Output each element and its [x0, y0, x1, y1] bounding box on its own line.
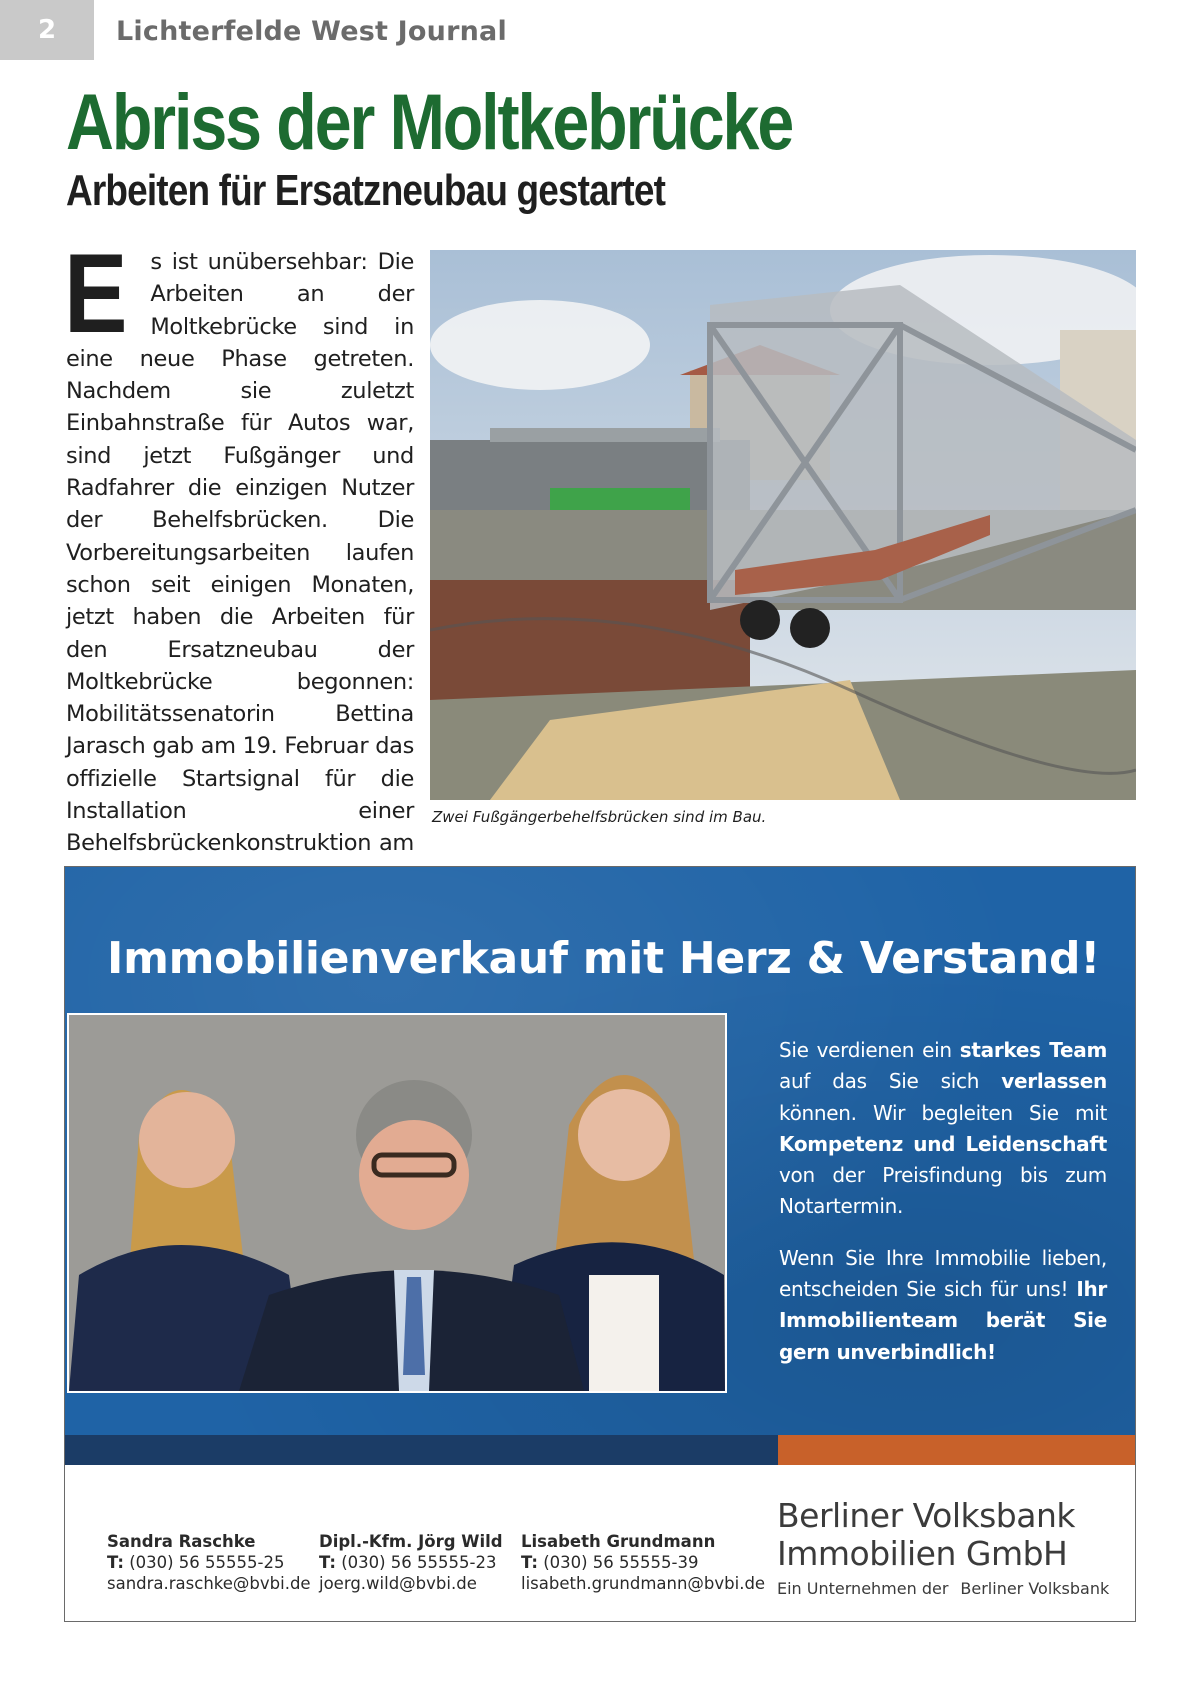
team-portrait-image: [69, 1015, 725, 1391]
ad-paragraph-2: [779, 1243, 1107, 1368]
brand-line-1: Berliner Volksbank: [777, 1496, 1075, 1535]
phone-prefix: T:: [319, 1553, 336, 1572]
photo-caption: Zwei Fußgängerbehelfsbrücken sind im Bau.: [432, 808, 767, 826]
article-headline: Abriss der Moltkebrücke: [66, 77, 793, 166]
brand-block: [777, 1496, 1110, 1598]
ad-text: Wenn Sie Ihre Immobilie lieben, entscheiden Sie sich für uns!: [779, 1245, 1107, 1302]
brand-tagline-bank: Berliner Volksbank: [960, 1579, 1110, 1598]
phone-prefix: T:: [521, 1553, 538, 1572]
ad-highlight: starkes Team: [959, 1038, 1107, 1062]
ad-text: auf das Sie sich: [779, 1069, 1002, 1094]
article-subheadline: Arbeiten für Ersatzneubau gestartet: [66, 166, 666, 215]
article-dropcap: E: [64, 231, 128, 356]
contact-name: Dipl.-Kfm. Jörg Wild: [319, 1532, 503, 1551]
journal-title: Lichterfelde West Journal: [116, 16, 507, 47]
team-photo: [67, 1013, 727, 1393]
phone-number: (030) 56 55555-39: [537, 1553, 699, 1572]
ad-copy: [779, 1035, 1107, 1388]
contact-phone: [107, 1552, 311, 1573]
contact-email[interactable]: joerg.wild@bvbi.de: [319, 1574, 477, 1593]
page-number: 2: [0, 0, 94, 60]
ad-text: können. Wir begleiten Sie mit: [779, 1100, 1107, 1125]
ad-highlight: verlassen: [1001, 1069, 1107, 1094]
contact-email[interactable]: sandra.raschke@bvbi.de: [107, 1574, 311, 1593]
ad-highlight: Kompetenz und Leidenschaft: [779, 1131, 1107, 1156]
article-photo: [430, 250, 1136, 800]
contact-email[interactable]: lisabeth.grundmann@bvbi.de: [521, 1574, 766, 1593]
ad-paragraph-1: [779, 1035, 1107, 1223]
contact-name: Lisabeth Grundmann: [521, 1532, 716, 1551]
ad-strip-orange: [778, 1435, 1135, 1465]
ad-highlight: Ihr Immobilienteam berät Sie gern unverbindlich!: [779, 1277, 1107, 1364]
phone-prefix: T:: [107, 1553, 124, 1572]
contact-name: Sandra Raschke: [107, 1532, 256, 1551]
article-body: [64, 231, 414, 924]
contact-phone: [319, 1552, 503, 1573]
advertisement: [64, 866, 1136, 1622]
ad-text: von der Preisfindung bis zum Notartermin.: [779, 1163, 1107, 1219]
contact-phone: [521, 1552, 765, 1573]
article-body-text: s ist unübersehbar: Die Arbeiten an der Moltkebrücke sind in eine neue Phase getreten. Nachdem sie zuletzt Einbahnstraße für Autos war, sind jetzt Fußgänger und Radfahrer die einzigen Nutzer der Behelfsbrücken. Die Vorbereitungsarbeiten laufen schon seit einigen Monaten, jetzt haben die Arbeiten für den Ersatzneubau der Moltkebrücke begonnen: Mobilitätssenatorin Bettina Jarasch gab am 19. Februar das offizielle Startsignal für die Installation einer Behelfsbrückenkonstruktion am: [66, 249, 414, 857]
phone-number: (030) 56 55555-25: [123, 1553, 285, 1572]
brand-tagline-prefix: Ein Unternehmen der: [777, 1579, 949, 1598]
ad-headline: Immobilienverkauf mit Herz & Verstand!: [107, 933, 1101, 984]
bridge-construction-photo: [430, 250, 1136, 800]
contact-card: [319, 1531, 503, 1594]
ad-text: Sie verdienen ein: [779, 1038, 960, 1062]
brand-line-2: Immobilien GmbH: [777, 1534, 1068, 1573]
brand-tagline: [777, 1579, 1110, 1598]
ad-strip-dark: [65, 1435, 778, 1465]
contact-card: [521, 1531, 765, 1594]
contact-card: [107, 1531, 311, 1594]
phone-number: (030) 56 55555-23: [335, 1553, 497, 1572]
